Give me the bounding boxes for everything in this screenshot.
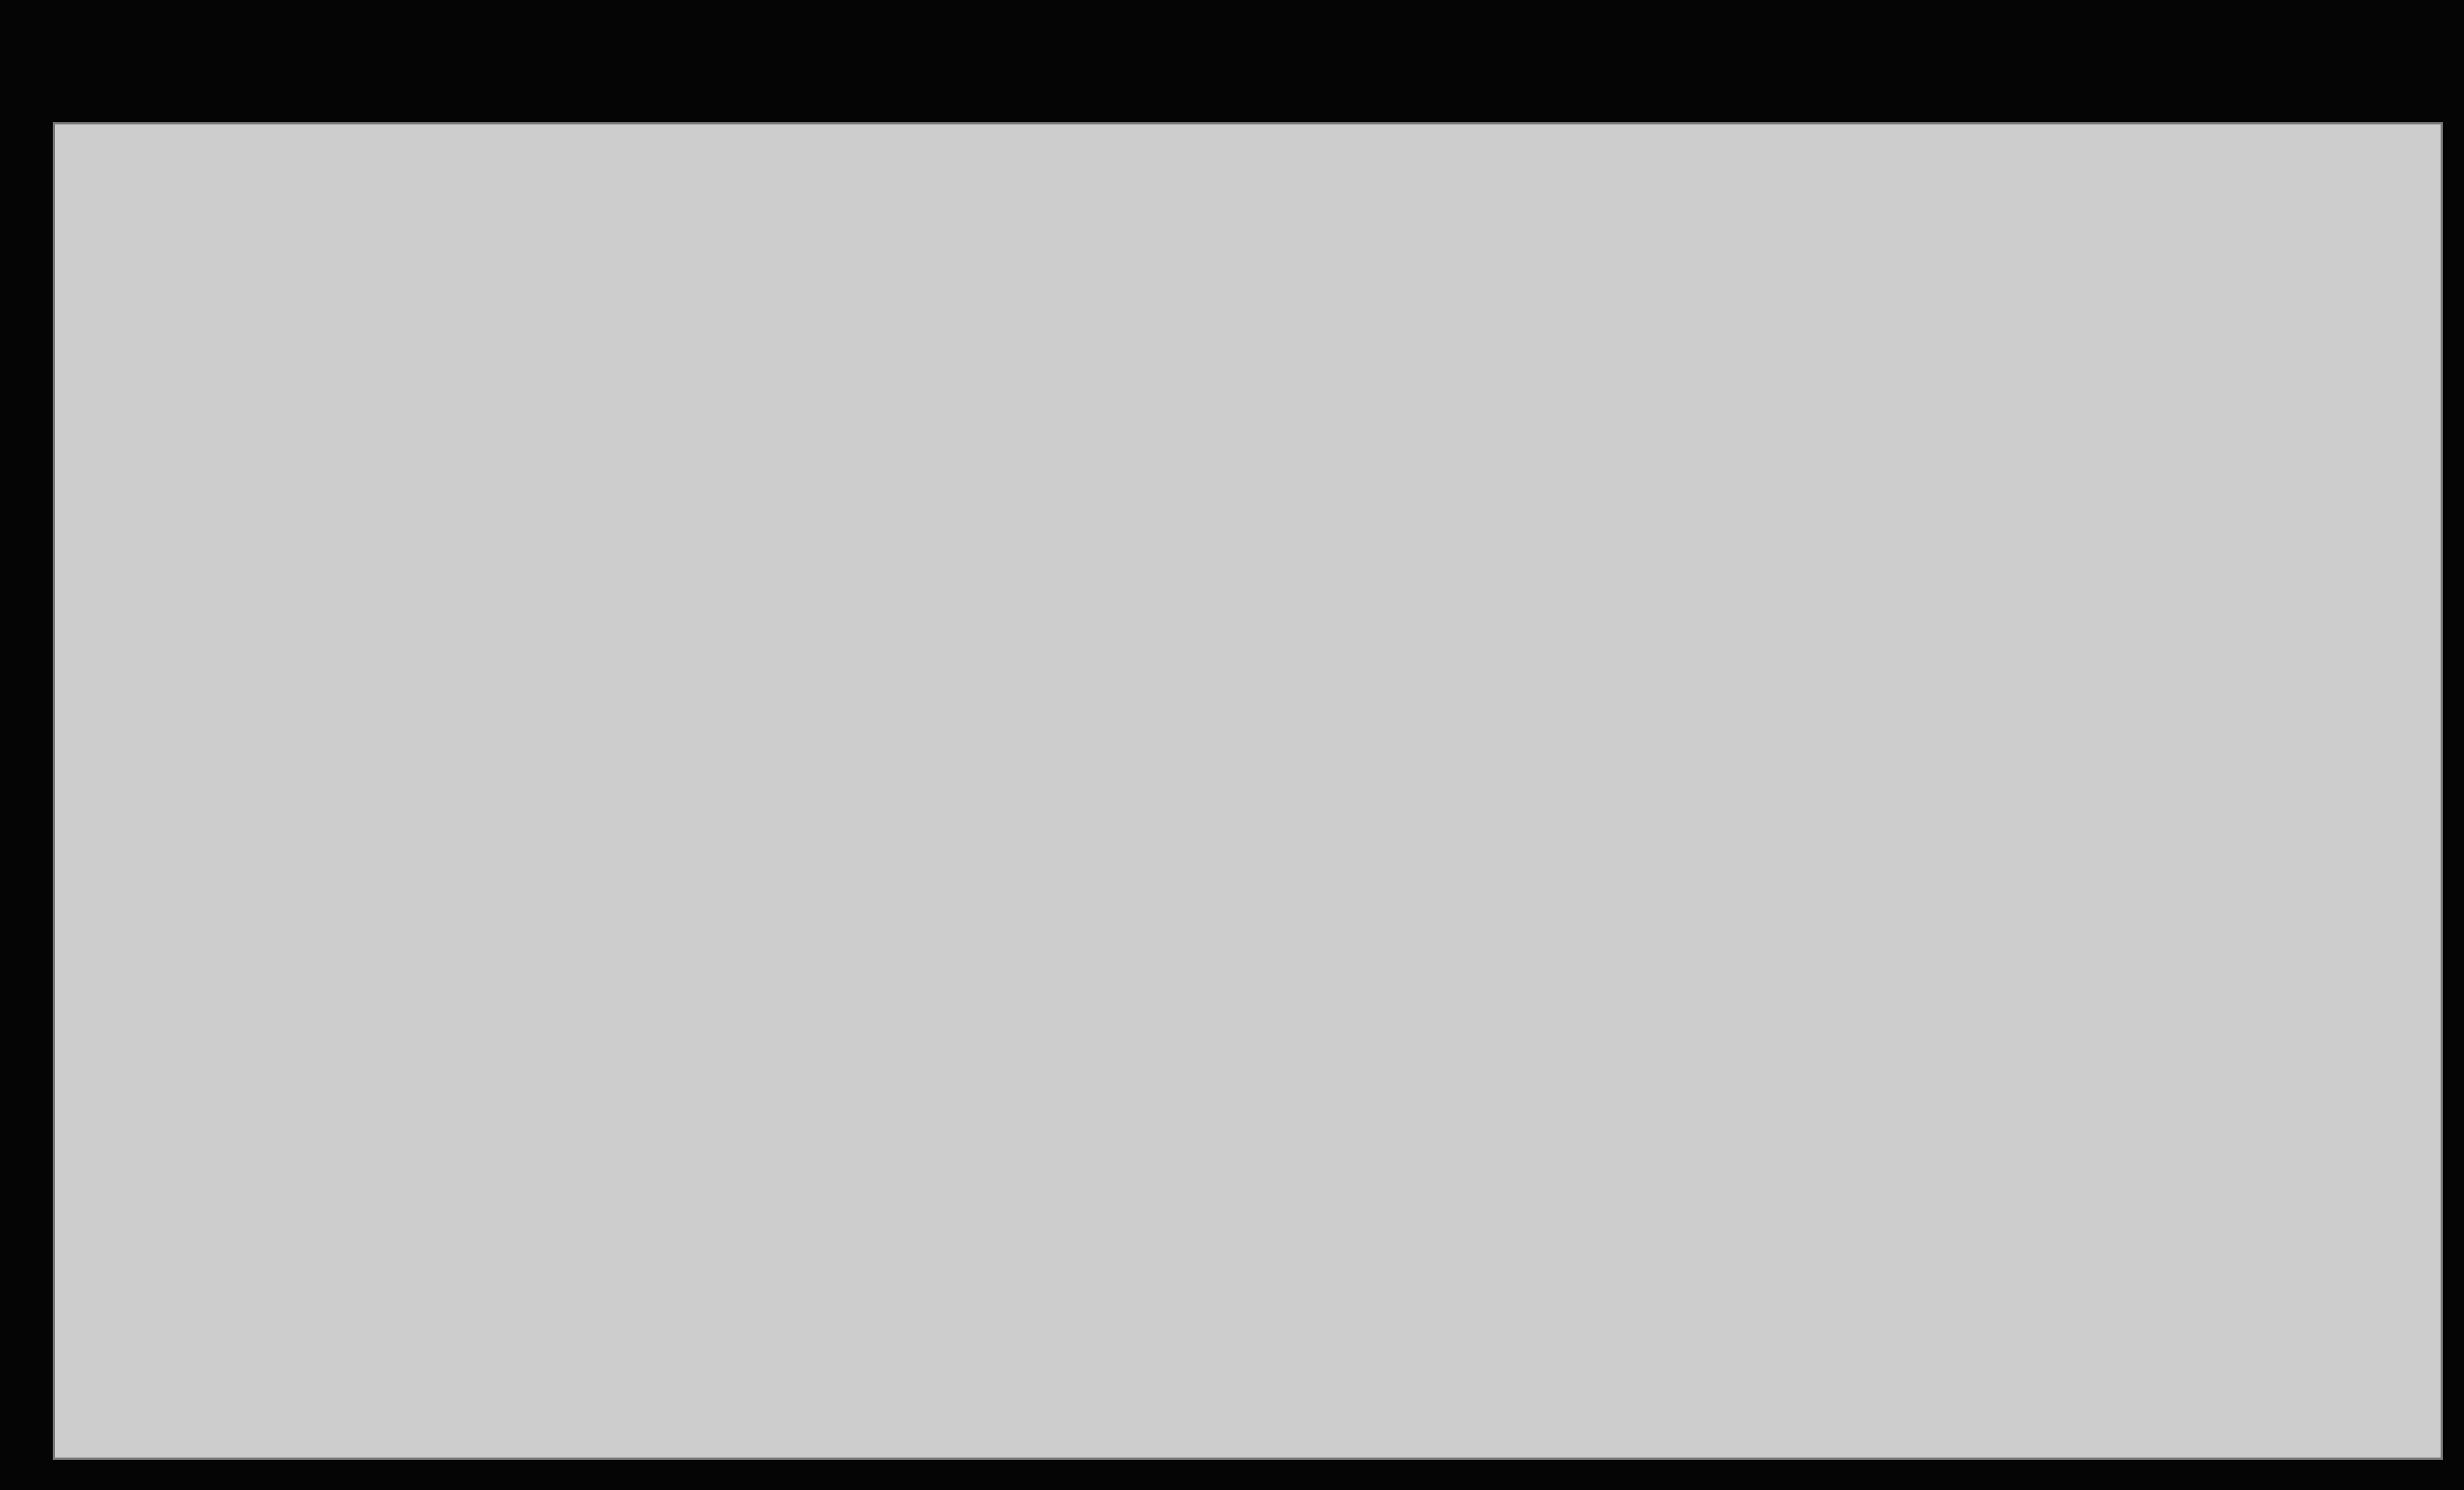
middle-section bbox=[55, 464, 2443, 1093]
sown-area-table bbox=[55, 124, 2443, 464]
census-card bbox=[53, 122, 2443, 1460]
rent-table bbox=[55, 1093, 2443, 1460]
